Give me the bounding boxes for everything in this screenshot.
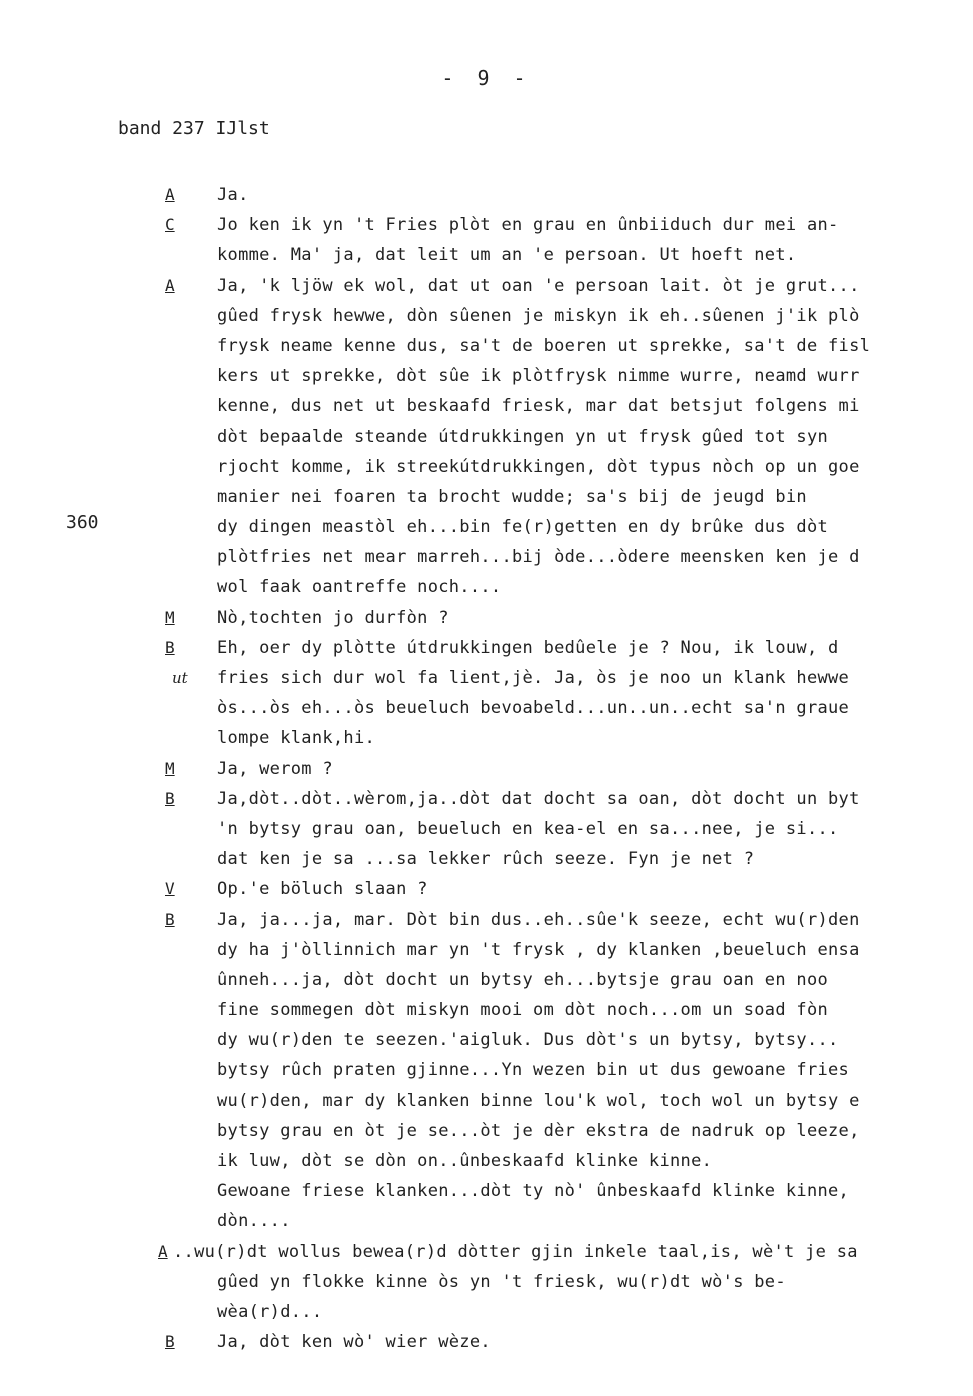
line-text: dat ken je sa ...sa lekker rûch seeze. Fyn je net ?	[217, 849, 755, 870]
line-text: Op.'e böluch slaan ?	[217, 879, 428, 900]
handwritten-note: ut	[172, 669, 188, 687]
speaker-label: M	[165, 607, 175, 627]
transcript-line	[0, 844, 973, 874]
line-text: kenne, dus net ut beskaafd friesk, mar dat betsjut folgens mi	[217, 396, 860, 417]
transcript-line	[0, 1055, 973, 1085]
transcript-line	[0, 663, 973, 693]
line-text: dòn....	[217, 1211, 291, 1232]
line-text: Jo ken ik yn 't Fries plòt en grau en ûnbiiduch dur mei an-	[217, 215, 839, 236]
page-number: - 9 -	[441, 66, 532, 90]
transcript-line	[0, 784, 973, 814]
transcript-line	[0, 603, 973, 633]
speaker-label: B	[165, 637, 175, 657]
line-text: wol faak oantreffe noch....	[217, 577, 502, 598]
transcript-line	[0, 180, 973, 210]
line-text: manier nei foaren ta brocht wudde; sa's bij de jeugd bin	[217, 486, 807, 507]
line-text: gûed frysk hewwe, dòn sûenen je miskyn ik eh..sûenen j'ik plò	[217, 305, 860, 326]
transcript-line	[0, 1237, 973, 1267]
speaker-label: A	[158, 1241, 168, 1261]
transcript-line	[0, 723, 973, 753]
transcript-line	[0, 1116, 973, 1146]
transcript-line	[0, 633, 973, 663]
line-text: fries sich dur wol fa lient,jè. Ja, òs je noo un klank hewwe	[217, 668, 850, 688]
line-text: wu(r)den, mar dy klanken binne lou'k wol, toch wol un bytsy e	[217, 1090, 860, 1111]
line-text: Nò,tochten jo durfòn ?	[217, 607, 449, 628]
transcript-line	[0, 874, 973, 904]
line-text: Ja, 'k ljöw ek wol, dat ut oan 'e persoan lait. òt je grut...	[217, 275, 860, 296]
transcript-line	[0, 331, 973, 361]
transcript-line	[0, 1297, 973, 1327]
transcript-line	[0, 905, 973, 935]
line-text: dy wu(r)den te seezen.'aigluk. Dus dòt's un bytsy, bytsy...	[217, 1030, 839, 1051]
line-text: ik luw, dòt se dòn on..ûnbeskaafd klinke kinne.	[217, 1151, 713, 1171]
line-text: bytsy grau en òt je se...òt je dèr ekstra de nadruk op leeze,	[217, 1120, 860, 1141]
transcript-line	[0, 1025, 973, 1055]
speaker-label: A	[165, 275, 175, 295]
line-text: Gewoane friese klanken...dòt ty nò' ûnbeskaafd klinke kinne,	[217, 1181, 850, 1202]
line-text: frysk neame kenne dus, sa't de boeren ut sprekke, sa't de fisl	[217, 335, 871, 356]
transcript-line	[0, 1176, 973, 1206]
line-text: dy dingen meastòl eh...bin fe(r)getten en dy brûke dus dòt	[217, 517, 829, 538]
transcript-line	[0, 210, 973, 240]
line-text: kers ut sprekke, dòt sûe ik plòtfrysk nimme wurre, neamd wurr	[217, 366, 860, 387]
speaker-label: A	[165, 185, 175, 204]
line-text: 'n bytsy grau oan, beueluch en kea-el en sa...nee, je si...	[217, 818, 839, 839]
line-text: dòt bepaalde steande útdrukkingen yn ut frysk gûed tot syn	[217, 426, 829, 447]
speaker-label: B	[165, 1332, 175, 1352]
speaker-label: B	[165, 909, 175, 929]
line-text: rjocht komme, ik streekútdrukkingen, dòt typus nòch op un goe	[217, 456, 860, 477]
transcript-line	[0, 1267, 973, 1297]
speaker-label: V	[165, 879, 175, 899]
transcript-line	[0, 240, 973, 270]
tape-label: band 237 IJlst	[118, 118, 270, 139]
transcript-line	[0, 482, 973, 512]
line-text: Ja, werom ?	[217, 758, 333, 779]
transcript-line	[0, 422, 973, 452]
line-text: fine sommegen dòt miskyn mooi om dòt noch...om un soad fòn	[217, 1000, 829, 1021]
margin-line-number: 360	[66, 512, 99, 533]
transcript-line	[0, 1327, 973, 1357]
transcript-body	[0, 180, 973, 1357]
speaker-label: C	[165, 215, 175, 235]
line-text: Ja.	[217, 185, 249, 205]
transcript-line	[0, 965, 973, 995]
speaker-label: M	[165, 758, 175, 778]
transcript-line	[0, 391, 973, 421]
line-text: Ja, ja...ja, mar. Dòt bin dus..eh..sûe'k seeze, echt wu(r)den	[217, 909, 860, 930]
line-text: wèa(r)d...	[217, 1301, 323, 1322]
line-text: Ja,dòt..dòt..wèrom,ja..dòt dat docht sa oan, dòt docht un byt	[217, 788, 860, 809]
transcript-line	[0, 814, 973, 844]
transcript-line	[0, 301, 973, 331]
line-text: Ja, dòt ken wò' wier wèze.	[217, 1332, 491, 1353]
transcript-line	[0, 361, 973, 391]
transcript-line	[0, 512, 973, 542]
transcript-line	[0, 1206, 973, 1236]
line-text: Eh, oer dy plòtte útdrukkingen bedûele je ? Nou, ik louw, d	[217, 637, 839, 658]
transcript-line	[0, 693, 973, 723]
line-text: komme. Ma' ja, dat leit um an 'e persoan. Ut hoeft net.	[217, 245, 797, 266]
line-text: ..wu(r)dt wollus bewea(r)d dòtter gjin inkele taal,is, wè't je sa	[173, 1241, 858, 1262]
line-text: dy ha j'òllinnich mar yn 't frysk , dy klanken ,beueluch ensa	[217, 939, 860, 960]
transcript-line	[0, 452, 973, 482]
transcript-line	[0, 572, 973, 602]
line-text: lompe klank,hi.	[217, 728, 376, 749]
line-text: gûed yn flokke kinne òs yn 't friesk, wu(r)dt wò's be-	[217, 1271, 786, 1292]
transcript-line	[0, 935, 973, 965]
transcript-line	[0, 995, 973, 1025]
line-text: bytsy rûch praten gjinne...Yn wezen bin ut dus gewoane fries	[217, 1060, 850, 1081]
transcript-line	[0, 1146, 973, 1176]
transcript-line	[0, 1086, 973, 1116]
line-text: ûnneh...ja, dòt docht un bytsy eh...bytsje grau oan en noo	[217, 969, 829, 990]
line-text: òs...òs eh...òs beueluch bevoabeld...un..un..echt sa'n graue	[217, 698, 850, 719]
speaker-label: B	[165, 788, 175, 808]
transcript-line	[0, 271, 973, 301]
transcript-line	[0, 754, 973, 784]
line-text: plòtfries net mear marreh...bij òde...òdere meensken ken je d	[217, 547, 860, 568]
transcript-line	[0, 542, 973, 572]
